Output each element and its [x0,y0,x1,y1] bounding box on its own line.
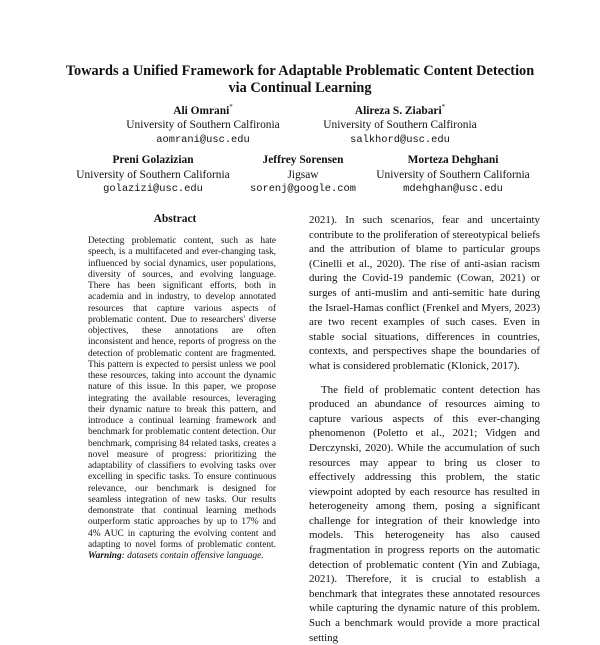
author-block [300,100,500,147]
author-name: Morteza Dehghani [407,154,499,166]
abstract-warning: Warning: datasets contain offensive language. [88,551,264,561]
abstract-text: Detecting problematic content, such as hate speech, is a multifaceted and ever-changing task, influenced by social dynamics, user populations, diversity of sources, and evolving language. There has been significant efforts, both in academia and in industry, to develop annotated resources that capture various aspects of problematic content. Due to researchers' diverse objectives, these annotations are often inconsistent and hence, reports of progress on the detection of problematic content are fragmented. This pattern is expected to persist unless we pool these resources, taking into account the dynamic nature of this issue. In this paper, we propose integrating the available resources, leveraging their dynamic nature to break this pattern, and introduce a continual learning framework and benchmark for problematic content detection. Our benchmark, comprising 84 related tasks, creates a novel measure of progress: prioritizing the adaptability of classifiers to evolving tasks over excelling in specific tasks. To ensure continuous relevance, our benchmark is designed for seamless integration of new tasks. Our results demonstrate that continual learning methods outperform static approaches by up to 17% and 4% AUC in capturing the evolving content and adapting to novel forms of problematic content. [88,236,276,550]
author-block [364,153,542,197]
author-affiliation: University of Southern Calfironia [126,119,280,132]
author-email: mdehghan@usc.edu [403,183,503,195]
author-affiliation: University of Southern California [76,168,230,181]
abstract-body [88,236,276,562]
author-affiliation: University of Southern California [376,168,530,181]
body-paragraph: The field of problematic content detection has produced an abundance of resources aiming to capture various aspects of this ever-changing phenomenon (Poletto et al., 2021; Vidgen and Derczynski, 2020). While the accumulation of such resources may appear to bring us closer to effectively addressing this problem, the static viewpoint adopted by each resource has resulted in heterogeneity among them, posing a significant challenge for integration of their knowledge into models. This heterogeneity has also caused fragmentation in progress reports on the automatic detection of problematic content (Yin and Zubiaga, 2021). Therefore, it is crucial to establish a benchmark that integrates these annotated resources while capturing the dynamic nature of this problem. Such a benchmark would provide a more practical setting [309,383,540,644]
author-block [238,153,368,197]
author-email: aomrani@usc.edu [156,133,250,146]
author-name: Ali Omrani* [173,103,233,117]
author-email: salkhord@usc.edu [350,133,450,146]
author-affiliation: Jigsaw [287,168,319,181]
author-name: Preni Golazizian [112,154,194,166]
author-name: Alireza S. Ziabari* [354,103,446,117]
abstract-heading: Abstract [153,213,197,225]
author-affiliation: University of Southern Calfironia [323,119,477,132]
author-email: golazizi@usc.edu [103,183,203,195]
author-block [64,153,242,197]
author-email: sorenj@google.com [249,183,356,195]
author-block [103,100,303,147]
body-paragraph: 2021). In such scenarios, fear and uncertainty contribute to the proliferation of stereotypical beliefs and the attribution of blame to particular groups (Cinelli et al., 2020). The rise of anti-asian racism during the Covid-19 pandemic (Cowan, 2021) or surges of anti-muslim and anti-semitic hate during the Israel-Hamas conflict (Frenkel and Myers, 2023) are two recent examples of such cases. Even in stable social situations, differences in countries, contexts, and perspectives shape the boundaries of what is considered problematic (Klonick, 2017). [309,214,540,372]
paper-title: Towards a Unified Framework for Adaptable Problematic Content Detection via Continual Learning [65,63,535,96]
body-column [309,213,540,645]
author-name: Jeffrey Sorensen [262,154,344,166]
